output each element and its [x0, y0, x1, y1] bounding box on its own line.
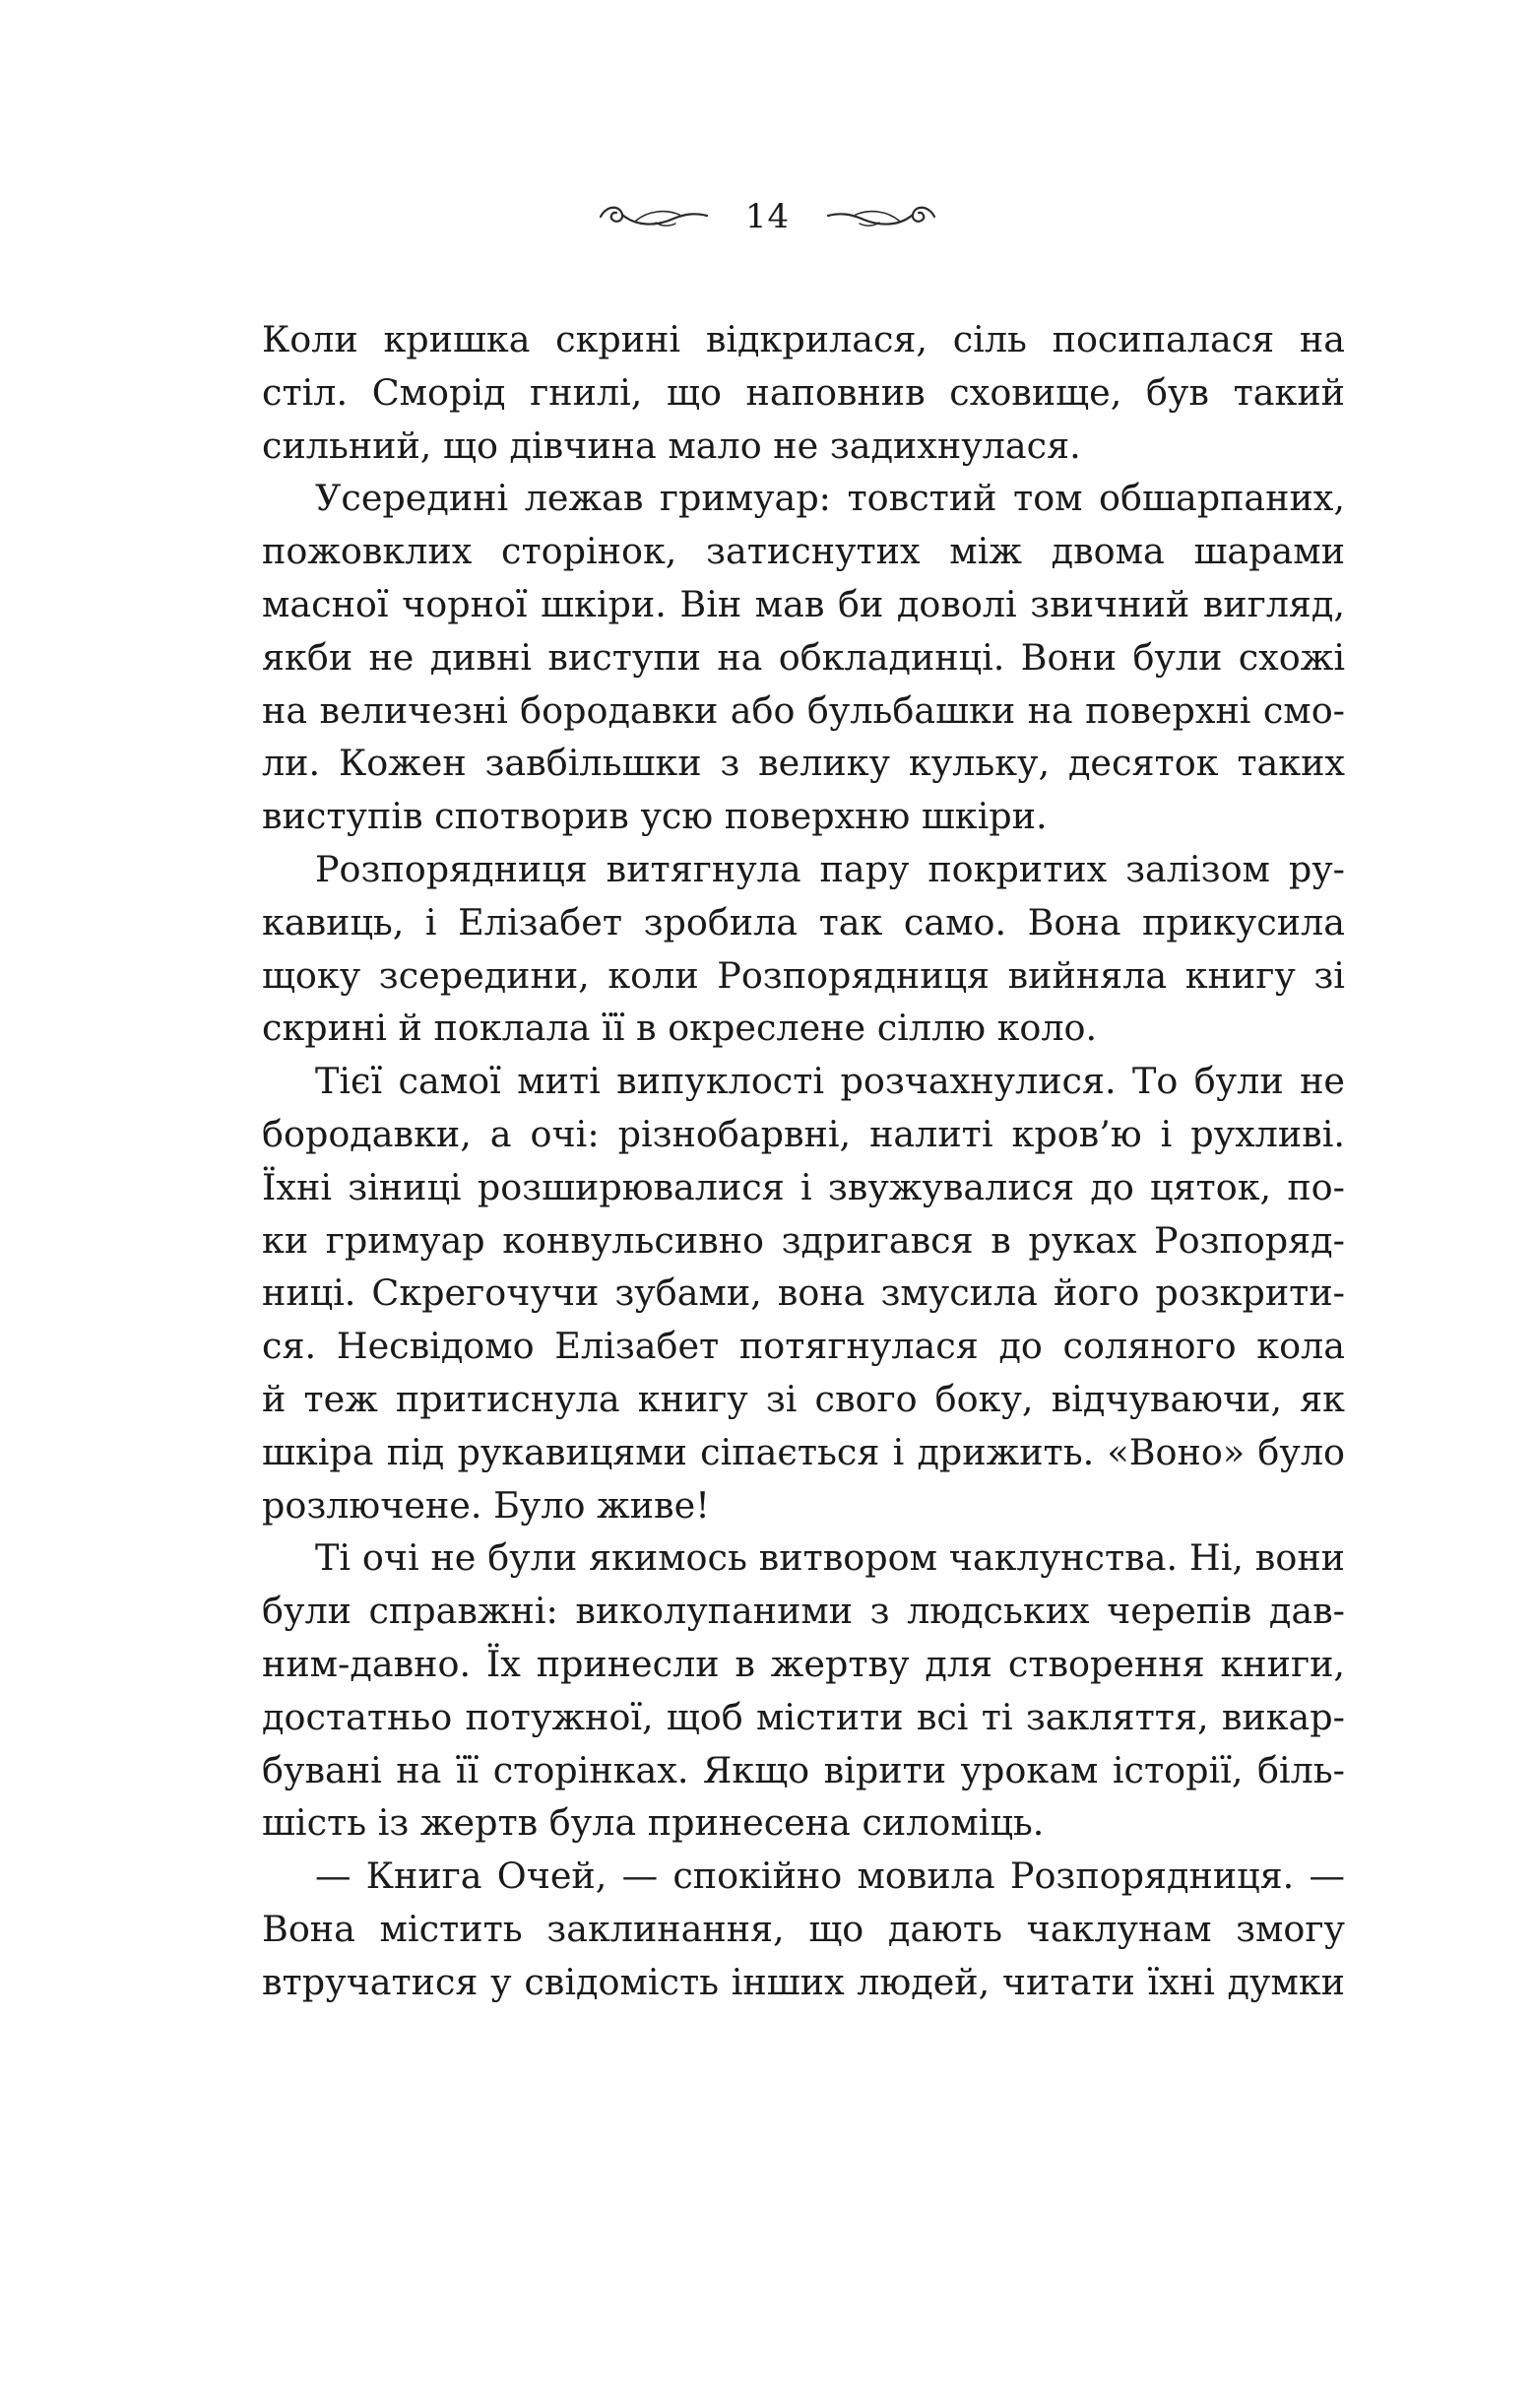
text-line: достатньо потужної, щоб містити всі ті закляття, викар-	[262, 1695, 1345, 1738]
text-line: Коли кришка скрині відкрилася, сіль посипалася на	[262, 318, 1345, 360]
text-line: сильний, що дівчина мало не задихнулася.	[262, 423, 1081, 467]
text-line: Усередині лежав гримуар: товстий том обшарпаних,	[315, 477, 1345, 520]
text-line: ся. Несвідомо Елізабет потягнулася до соляного кола	[262, 1325, 1345, 1368]
text-line: скрині й поклала її в окреслене сіллю коло.	[262, 1007, 1098, 1050]
text-line: бородавки, а очі: різнобарвні, налиті кров’ю і рухливі.	[262, 1112, 1345, 1155]
text-line: на величезні бородавки або бульбашки на поверхні смо-	[262, 688, 1345, 732]
text-line: й теж притиснула книгу зі свого боку, відчуваючи, як	[262, 1377, 1345, 1420]
body-text	[262, 313, 1345, 2009]
flourish-ornament-right-icon	[825, 197, 938, 236]
text-line: ки гримуар конвульсивно здригався в руках Розпоряд-	[262, 1218, 1345, 1262]
text-line: стіл. Сморід гнилі, що наповнив сховище, був такий	[262, 370, 1345, 414]
text-line: якби не дивні виступи на обкладинці. Вони були схожі	[262, 635, 1345, 679]
flourish-ornament-left-icon	[597, 197, 710, 236]
text-line: ним-давно. Їх принесли в жертву для створення книги,	[262, 1642, 1345, 1685]
text-line: пожовклих сторінок, затиснутих між двома шарами	[262, 530, 1345, 573]
text-line: були справжні: виколупаними з людських черепів дав-	[262, 1590, 1345, 1633]
text-line: ли. Кожен завбільшки з велику кульку, десяток таких	[262, 742, 1345, 785]
text-line: виступів спотворив усю поверхню шкіри.	[262, 795, 1048, 838]
text-line: — Книга Очей, — спокійно мовила Розпорядниця. —	[315, 1855, 1345, 1898]
text-line: шість із жертв була принесена силоміць.	[262, 1801, 1045, 1845]
paragraph-1	[262, 313, 1345, 472]
text-line: масної чорної шкіри. Він мав би доволі звичний вигляд,	[262, 582, 1345, 625]
text-line: Тієї самої миті випуклості розчахнулися. То були не	[315, 1060, 1345, 1103]
paragraph-5	[262, 1531, 1345, 1850]
text-line: бувані на її сторінках. Якщо вірити урокам історії, біль-	[262, 1748, 1345, 1791]
paragraph-4	[262, 1055, 1345, 1531]
text-line: ниці. Скрегочучи зубами, вона змусила його розкрити-	[262, 1271, 1345, 1315]
text-line: кавиць, і Елізабет зробила так само. Вона прикусила	[262, 900, 1345, 944]
text-line: Вона містить заклинання, що дають чаклунам змогу	[262, 1907, 1345, 1950]
text-line: щоку зсередини, коли Розпорядниця вийняла книгу зі	[262, 953, 1345, 997]
text-line: шкіра під рукавицями сіпається і дрижить. «Воно» було	[262, 1430, 1345, 1473]
text-line: втручатися у свідомість інших людей, читати їхні думки	[262, 1960, 1345, 2003]
paragraph-6	[262, 1850, 1345, 2008]
paragraph-3	[262, 843, 1345, 1055]
text-line: розлючене. Було живе!	[262, 1483, 710, 1527]
page-header	[0, 187, 1535, 246]
page-number: 14	[744, 197, 791, 236]
text-line: Розпорядниця витягнула пару покритих залізом ру-	[315, 847, 1345, 890]
paragraph-2	[262, 472, 1345, 843]
text-line: Ті очі не були якимось витвором чаклунства. Ні, вони	[315, 1536, 1345, 1580]
text-line: Їхні зіниці розширювалися і звужувалися до цяток, по-	[262, 1165, 1345, 1208]
